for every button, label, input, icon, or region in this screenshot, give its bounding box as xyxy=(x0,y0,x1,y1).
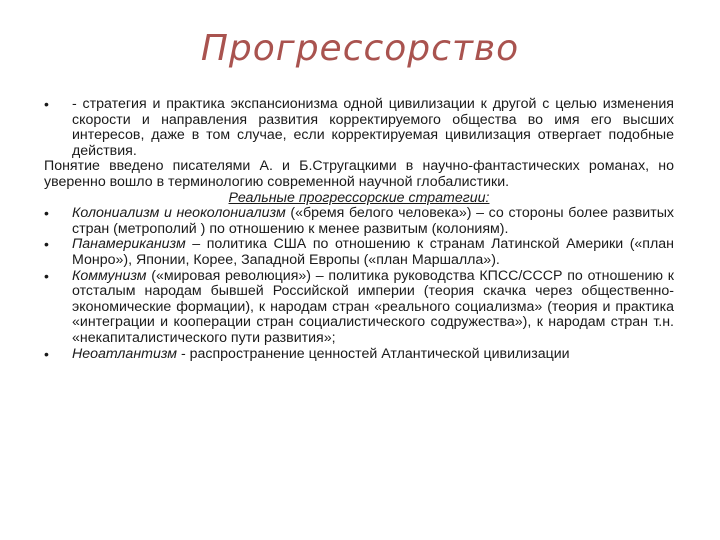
strategy-term: Неоатлантизм xyxy=(72,345,177,362)
bullet-marker: • xyxy=(44,345,49,362)
strategies-heading: Реальные прогрессорские стратегии: xyxy=(228,189,490,206)
strategy-description: («бремя белого человека») – со стороны более развитых стран (метрополий ) по отношению к менее развитым (колониям). xyxy=(72,205,675,237)
slide-content xyxy=(44,97,674,362)
bullet-marker: • xyxy=(44,96,49,112)
slide-title: Прогрессорство xyxy=(200,28,520,69)
strategy-term: Коммунизм xyxy=(72,267,147,284)
strategy-term: Колониализм и неоколониализм xyxy=(72,205,286,222)
definition-text: - стратегия и практика экспансионизма одной цивилизации к другой с целью изменения скорости и направления развития корректируемого общества во имя его высших интересов, даже в том случае, если корректируемая цивилизация отвергает подобные действия. xyxy=(72,96,674,159)
strategy-item-panamericanism xyxy=(44,237,674,268)
strategy-description: – политика США по отношению к странам Латинской Америки («план Монро»), Японии, Корее, Западной Европы («план Маршалла»). xyxy=(72,236,674,268)
strategy-term: Панамериканизм xyxy=(72,236,186,253)
strategy-description: - распространение ценностей Атлантической цивилизации xyxy=(177,345,570,362)
bullet-marker: • xyxy=(44,267,49,284)
strategy-item-communism xyxy=(44,269,674,347)
definition-bullet xyxy=(44,97,674,159)
strategy-item-neoatlanticism xyxy=(44,347,674,363)
strategy-description: («мировая революция») – политика руководства КПСС/СССР по отношению к отсталым народам бывшей Российской империи (теория скачка через общественно-экономические формации), к народам стран «реального социализма» (теория и практика «интеграции и кооперации стран социалистического содружества»), к народам стран т.н. «некапиталистического пути развития»; xyxy=(72,267,674,346)
intro-paragraph: Понятие введено писателями А. и Б.Стругацкими в научно-фантастических романах, но уверенно вошло в терминологию современной научной глобалистики. xyxy=(44,158,674,190)
bullet-marker: • xyxy=(44,205,49,222)
strategy-item-colonialism xyxy=(44,206,674,237)
bullet-marker: • xyxy=(44,236,49,253)
